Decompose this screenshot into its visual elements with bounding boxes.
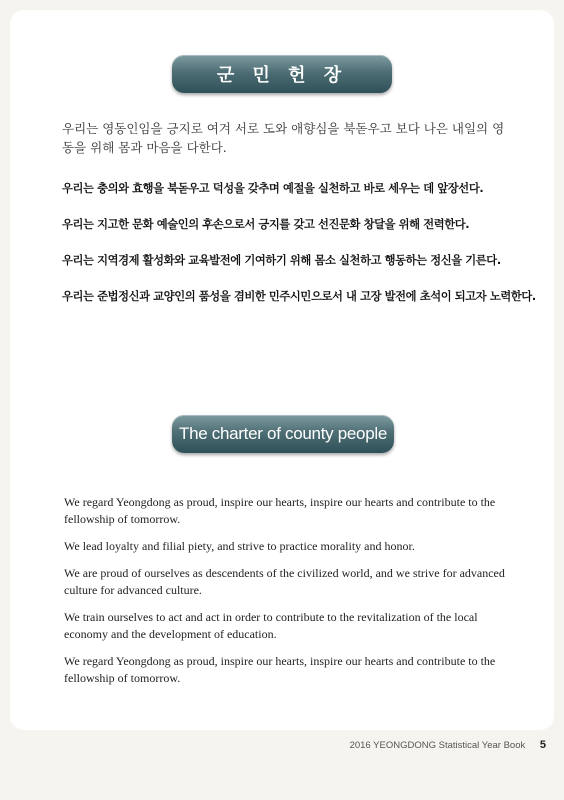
korean-pledge: 우리는 지고한 문화 예술인의 후손으로서 긍지를 갖고 선진문화 창달을 위해 전력한다. [62, 218, 470, 231]
korean-pledge: 우리는 충의와 효행을 북돋우고 덕성을 갖추며 예절을 실천하고 바로 세우는 데 앞장선다. [62, 182, 484, 195]
korean-charter-title: 군 민 헌 장 [172, 55, 392, 93]
footer-book-title: 2016 YEONGDONG Statistical Year Book [349, 740, 526, 751]
english-pledge: We train ourselves to act and act in order to contribute to the revitalization of the local economy and the development of education. [64, 610, 478, 641]
english-charter-title: The charter of county people [172, 415, 394, 453]
english-pledge-list [64, 494, 514, 697]
english-pledge: We regard Yeongdong as proud, inspire our hearts, inspire our hearts and contribute to the fellowship of tomorrow. [64, 654, 496, 685]
korean-pledge: 우리는 준법정신과 교양인의 품성을 겸비한 민주시민으로서 내 고장 발전에 초석이 되고자 노력한다. [62, 290, 536, 303]
english-pledge: We are proud of ourselves as descendents of the civilized world, and we strive for advanced culture for advanced culture. [64, 566, 505, 597]
page-number: 5 [539, 739, 546, 751]
korean-pledge-list [62, 180, 536, 324]
english-pledge: We lead loyalty and filial piety, and strive to practice morality and honor. [64, 539, 415, 553]
english-pledge: We regard Yeongdong as proud, inspire our hearts, inspire our hearts and contribute to the fellowship of tomorrow. [64, 495, 496, 526]
korean-pledge: 우리는 지역경제 활성화와 교육발전에 기여하기 위해 몸소 실천하고 행동하는 정신을 기른다. [62, 254, 501, 267]
korean-intro-paragraph: 우리는 영동인임을 긍지로 여겨 서로 도와 애향심을 북돋우고 보다 나은 내일의 영동을 위해 몸과 마음을 다한다. [62, 121, 505, 155]
page-footer [0, 739, 546, 751]
